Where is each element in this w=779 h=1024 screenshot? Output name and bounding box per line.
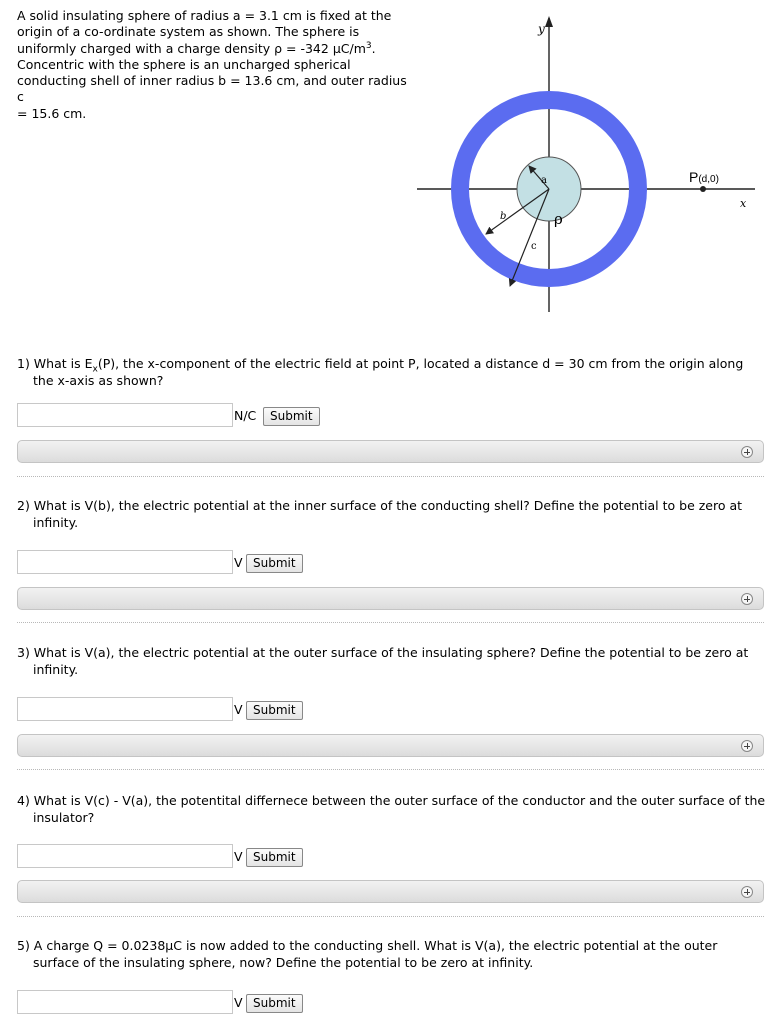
- question-2: 2) What is V(b), the electric potential at the inner surface of the conducting shell? Define the potential to be zero at infinity.: [17, 498, 743, 530]
- rho-label: ρ: [554, 210, 563, 228]
- submit-button-5[interactable]: Submit: [246, 994, 303, 1013]
- unit-label-1: N/C: [234, 408, 257, 423]
- unit-label-4: V: [234, 849, 243, 864]
- point-p-letter: P: [689, 169, 699, 185]
- radius-b-label: b: [500, 211, 507, 222]
- unit-label-3: V: [234, 702, 243, 717]
- unit-label-5: V: [234, 995, 243, 1010]
- intro-line: [17, 41, 417, 57]
- submit-button-2[interactable]: Submit: [246, 554, 303, 573]
- question-4: 4) What is V(c) - V(a), the potentital differnece between the outer surface of the conductor and the outer surface of the insulator?: [17, 793, 766, 825]
- intro-line: = 15.6 cm.: [17, 105, 87, 121]
- intro-line-text: uniformly charged with a charge density ρ = -342 μC/m: [17, 40, 366, 56]
- question-1: [17, 356, 767, 389]
- radius-a-label: a: [541, 175, 547, 186]
- submit-button-4[interactable]: Submit: [246, 848, 303, 867]
- sphere-diagram: [410, 0, 770, 320]
- expand-plus-icon[interactable]: [741, 740, 753, 752]
- y-axis-label: y: [538, 22, 545, 36]
- expand-plus-icon[interactable]: [741, 886, 753, 898]
- intro-line: origin of a co-ordinate system as shown. The sphere is: [17, 24, 360, 40]
- expand-plus-icon[interactable]: [741, 446, 753, 458]
- answer-input-4[interactable]: [17, 844, 233, 868]
- question-1-subscript: x: [92, 364, 98, 375]
- question-1-text-rest: (P), the x-component of the electric field at point P, located a distance d = 30 cm from the origin along the x-axis as shown?: [33, 356, 744, 388]
- submit-button-1[interactable]: Submit: [263, 407, 320, 426]
- intro-line-end: .: [371, 40, 376, 56]
- question-3: 3) What is V(a), the electric potential at the outer surface of the insulating sphere? Define the potential to be zero at infinity.: [17, 645, 749, 677]
- separator: [17, 476, 764, 477]
- answer-input-3[interactable]: [17, 697, 233, 721]
- separator: [17, 622, 764, 623]
- hint-bar-3[interactable]: [17, 734, 764, 757]
- question-1-text: 1) What is E: [17, 356, 93, 371]
- separator: [17, 769, 764, 770]
- point-p-dot: [700, 186, 706, 192]
- answer-input-5[interactable]: [17, 990, 233, 1014]
- intro-superscript: 3: [365, 40, 372, 51]
- expand-plus-icon[interactable]: [741, 593, 753, 605]
- answer-input-2[interactable]: [17, 550, 233, 574]
- intro-line: Concentric with the sphere is an uncharged spherical: [17, 56, 351, 72]
- intro-line: A solid insulating sphere of radius a = 3.1 cm is fixed at the: [17, 8, 392, 23]
- separator: [17, 916, 764, 917]
- point-p-coords: (d,0): [698, 174, 719, 185]
- hint-bar-2[interactable]: [17, 587, 764, 610]
- hint-bar-1[interactable]: [17, 440, 764, 463]
- question-5: 5) A charge Q = 0.0238μC is now added to the conducting shell. What is V(a), the electric potential at the outer surface of the insulating sphere, now? Define the potential to be zero at infinity.: [17, 938, 718, 970]
- intro-line: conducting shell of inner radius b = 13.6 cm, and outer radius c: [17, 73, 407, 105]
- submit-button-3[interactable]: Submit: [246, 701, 303, 720]
- answer-input-1[interactable]: [17, 403, 233, 427]
- problem-statement: [17, 8, 417, 122]
- hint-bar-4[interactable]: [17, 880, 764, 903]
- point-p-label: [689, 169, 719, 185]
- x-axis-label: x: [740, 197, 747, 210]
- y-axis-arrow: [545, 16, 553, 27]
- radius-c-label: c: [531, 241, 537, 252]
- unit-label-2: V: [234, 555, 243, 570]
